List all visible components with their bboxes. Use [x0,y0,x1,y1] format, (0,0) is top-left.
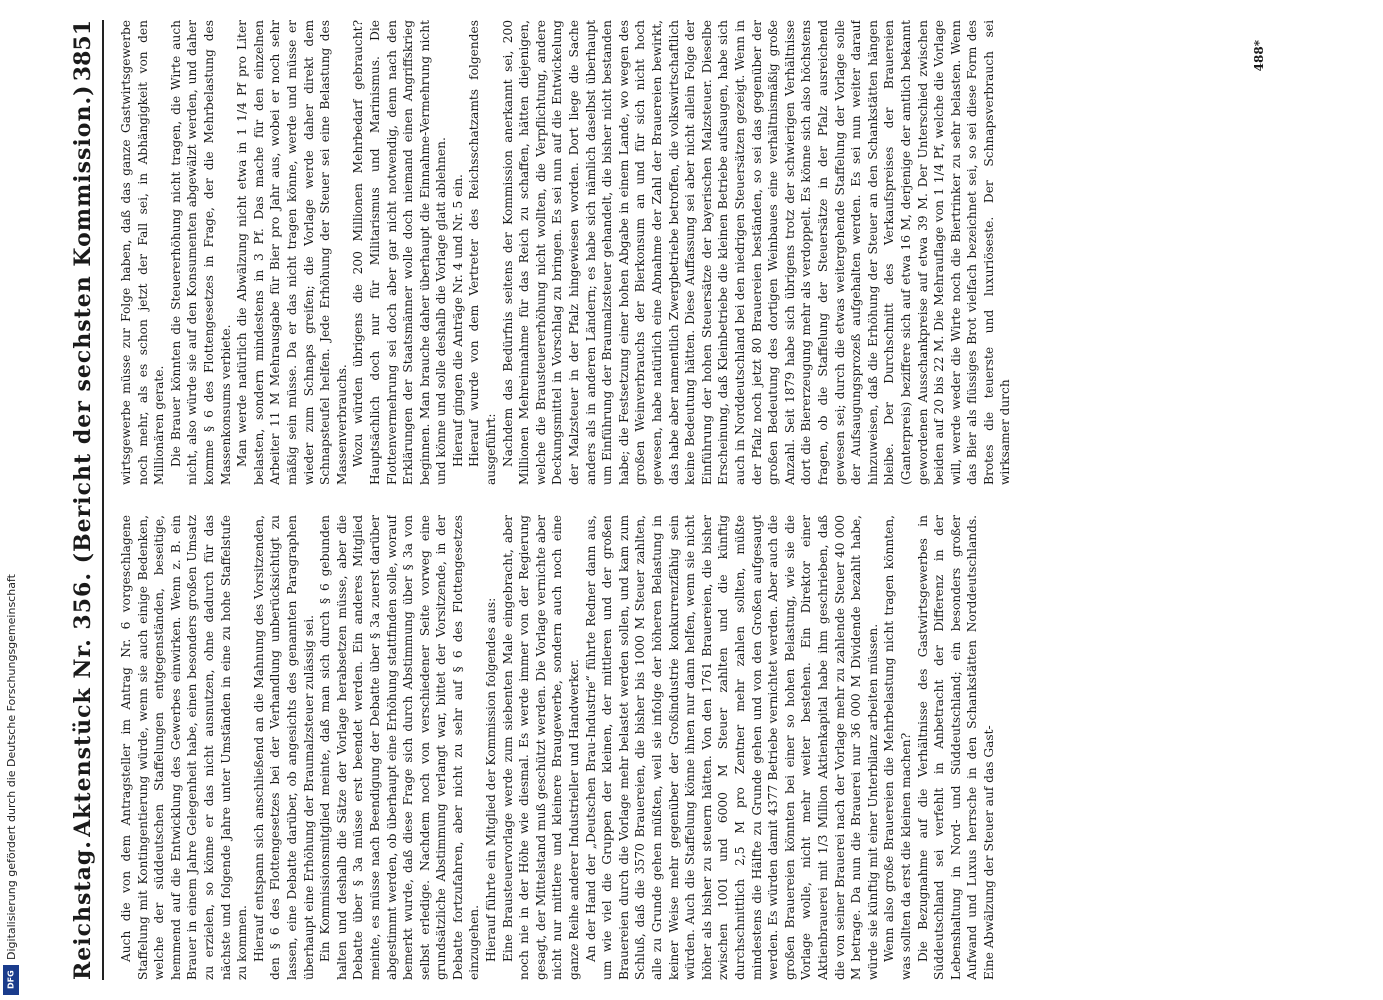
paragraph: Man werde natürlich die Abwälzung nicht etwa in 1 1/4 Pf pro Liter belasten, sondern mindestens in 3 Pf. Das mache für den einzelnen Arbeiter 11 M Mehrausgabe für Bier pro Jahr aus, wobei er noch sehr mäßig sein müsse. Da er das nicht tragen könne, werde und müsse er wieder zum Schnaps greifen; die Vorlage werde daher direkt dem Schnapsteufel helfen. Jede Erhöhung der Steuer sei eine Belastung des Massenverbrauchs. [235,20,349,485]
paragraph: Ein Kommissionsmitglied meinte, daß man sich durch § 6 gebunden halten und deshalb die Sätze der Vorlage herabsetzen müsse, aber die Debatte über § 3a müsse erst beendet werden. Ein anderes Mitglied meinte, es müsse nach Beendigung der Debatte über § 3a zuerst darüber abgestimmt werden, ob überhaupt eine Erhöhung stattfinden solle, worauf bemerkt wurde, daß diese Frage sich durch Abstimmung über § 3a von selbst erledige. Nachdem noch von verschiedener Seite vorweg eine grundsätzliche Abstimmung verlangt war, bittet der Vorsitzende, in der Debatte fortzufahren, aber nicht zu sehr auf § 6 des Flottengesetzes einzugehen. [318,515,482,980]
paragraph: Wenn also große Brauereien die Mehrbelastung nicht tragen könnten, was sollten da erst die kleinen machen? [882,515,913,980]
paragraph: An der Hand der „Deutschen Brau-Industrie“ führte Redner dann aus, um wie viel die Gruppen der kleinen, der mittleren und der großen Brauereien durch die Vorlage mehr belastet werden sollen, und kam zum Schluß, daß die 3570 Brauereien, die bisher bis 1000 M Steuer zahlten, alle zu Grunde gehen müßten, weil sie infolge der höheren Belastung in keiner Weise mehr gegenüber der Großindustrie konkurrenzfähig sein würden. Auch die Staffelung könne ihnen nur dann helfen, wenn sie nicht höher als bisher zu steuern hätten. Von den 1761 Brauereien, die bisher zwischen 1001 und 6000 M Steuer zahlten und die künftig durchschnittlich 2,5 M pro Zentner mehr zahlen sollten, müßte mindestens die Hälfte zu Grunde gehen und von den Großen aufgesaugt werden. Es würden damit 4377 Betriebe vernichtet werden. Aber auch die großen Brauereien könnten bei einer so hohen Belastung, wie sie die Vorlage wolle, nicht mehr weiter bestehen. Ein Direktor einer Aktienbrauerei mit 1/3 Million Aktienkapital habe ihm geschrieben, daß die von seiner Brauerei nach der Vorlage mehr zu zahlende Steuer 40 000 M betrage. Da nun die Brauerei nur 36 000 M Dividende bezahlt habe, würde sie künftig mit einer Unterbilanz arbeiten müssen. [583,515,880,980]
page-number: 3851 [70,20,96,82]
dfg-logo: DFG [3,965,19,995]
digitization-credit: Digitalisierung gefördert durch die Deutsche Forschungsgemeinschaft [5,574,18,960]
paragraph: Hierauf entspann sich anschließend an die Mahnung des Vorsitzenden, den § 6 des Flottengesetzes bei der Verhandlung unberücksichtigt zu lassen, eine Debatte darüber, ob angesichts des genannten Paragraphen überhaupt eine Erhöhung der Braumalzsteuer zulässig sei. [251,515,316,980]
text-column-left [118,515,1220,980]
paragraph: Nachdem das Bedürfnis seitens der Kommission anerkannt sei, 200 Millionen Mehreinnahme für das Reich zu schaffen, hätten diejenigen, welche die Brausteuererhöhung nicht wollten, die Verpflichtung, andere Deckungsmittel in Vorschlag zu bringen. Es sei nun auf die Entwickelung der Malzsteuer in der Pfalz hingewiesen worden. Dort liege die Sache anders als in anderen Ländern; es habe sich nämlich daselbst überhaupt um Einführung der Braumalzsteuer gehandelt, die bisher nicht bestanden habe; die Festsetzung einer hohen Abgabe in einem Lande, wo wegen des großen Weinverbrauchs der Bierkonsum an und für sich nicht hoch gewesen, habe natürlich eine Abnahme der Zahl der Brauereien bewirkt, das habe aber namentlich Zwergbetriebe betroffen, die volkswirtschaftlich keine Bedeutung hätten. Diese Auffassung sei aber nicht allein Folge der Einführung der hohen Steuersätze der bayerischen Malzsteuer. Dieselbe Erscheinung, daß Kleinbetriebe die kleinen Betriebe aufsaugen, habe sich auch in Norddeutschland bei den niedrigen Steuersätzen gezeigt. Wenn in der Pfalz noch jetzt 80 Brauereien beständen, so sei das gegenüber der großen Bedeutung des dortigen Weinbaues eine verhältnismäßig große Anzahl. Seit 1879 habe sich übrigens trotz der schwierigen Verhältnisse dort die Biererzeugung mehr als verdoppelt. Es könne sich also höchstens fragen, ob die Staffelung der Steuersätze in der Pfalz ausreichend gewesen sei; durch die etwas weitergehende Staffelung der Vorlage solle der Aufsaugungsprozeß aufgehalten werden. Es sei nun weiter darauf hinzuweisen, daß die Erhöhung der Steuer an den Schankstätten hängen bleibe. Der Durchschnitt des Verkaufspreises der Brauereien (Ganterpreis) beziffere sich auf etwa 16 M, derjenige der amtlich bekannt gewordenen Ausschankpreise auf etwa 39 M. Der Unterschied zwischen beiden auf 20 bis 22 M. Die Mehrauflage von 1 1/4 Pf, welche die Vorlage will, werde weder die Wirte noch die Biertrinker zu sehr belasten. Wenn das Bier als flüssiges Brot vielfach bezeichnet sei, so sei diese Form des Brotes die teuerste und luxuriöseste. Der Schnapsverbrauch sei wirksamer durch [500,20,1013,485]
paragraph: Die Brauer könnten die Steuererhöhung nicht tragen, die Wirte auch nicht, also würde sie auf den Konsumenten abgewälzt werden, und daher komme § 6 des Flottengesetzes in Frage, der die Mehrbelastung des Massenkonsums verbiete. [168,20,233,485]
paragraph: Die Bezugnahme auf die Verhältnisse des Gastwirtsgewerbes in Süddeutschland sei verfehlt in Anbetracht der Differenz in der Lebenshaltung in Nord- und Süddeutschland; ein besonders großer Aufwand und Luxus herrsche in den Schankstätten Norddeutschlands. Eine Abwälzung der Steuer auf das Gast- [915,515,996,980]
header-left: Reichstag. [70,840,96,980]
paragraph: Wozu würden übrigens die 200 Millionen Mehrbedarf gebraucht? Hauptsächlich doch nur für Militarismus und Marinismus. Die Flottenvermehrung sei doch aber gar nicht notwendig, denn nach den Erklärungen der Staatsmänner wolle doch niemand einen Angriffskrieg beginnen. Man brauche daher überhaupt die Einnahme-Vermehrung nicht und könne und solle deshalb die Vorlage glatt ablehnen. [351,20,449,485]
paragraph: wirtsgewerbe müsse zur Folge haben, daß das ganze Gastwirtsgewerbe noch mehr, als es schon jetzt der Fall sei, in Abhängigkeit von den Millionären gerate. [119,20,167,485]
document-page [40,0,1280,1000]
paragraph: Hierauf wurde von dem Vertreter des Reichsschatzamts folgendes ausgeführt: [467,20,499,485]
header-report-title: (Bericht der sechsten Kommission.) [70,84,96,564]
sheet-signature: 488* [1252,40,1266,72]
paragraph: Hierauf gingen die Anträge Nr. 4 und Nr. 5 ein. [450,174,465,467]
header-title [70,84,96,836]
header-document-number: Aktenstück Nr. 356. [70,572,96,837]
text-column-right [118,20,1220,485]
paragraph: Auch die von dem Antragsteller im Antrag Nr. 6 vorgeschlagene Staffelung mit Kontingentierung würde, wenn sie auch einige Bedenken, welche der süddeutschen Staffelungen entgegenständen, beseitige, hemmend auf die Entwicklung des Gewerbes einwirken. Wenn z. B. ein Brauer in einem Jahre Gelegenheit habe, einen besonders großen Umsatz zu erzielen, so könne er das nicht ausnutzen, ohne dadurch für das nächste und folgende Jahre unter Umständen in eine zu hohe Staffelstufe zu kommen. [119,515,250,980]
page-header [40,20,104,980]
paragraph: Hierauf führte ein Mitglied der Kommission folgendes aus: [484,597,499,962]
paragraph: Eine Brausteuervorlage werde zum siebenten Male eingebracht, aber noch nie in der Höhe wie diesmal. Es werde immer von der Regierung gesagt, der Mittelstand muß geschützt werden. Die Vorlage vernichte aber nicht nur mittlere und kleinere Braugewerbe, sondern auch noch eine ganze Reihe anderer Industrieller und Handwerker. [500,515,582,980]
sidebar [0,0,22,1000]
